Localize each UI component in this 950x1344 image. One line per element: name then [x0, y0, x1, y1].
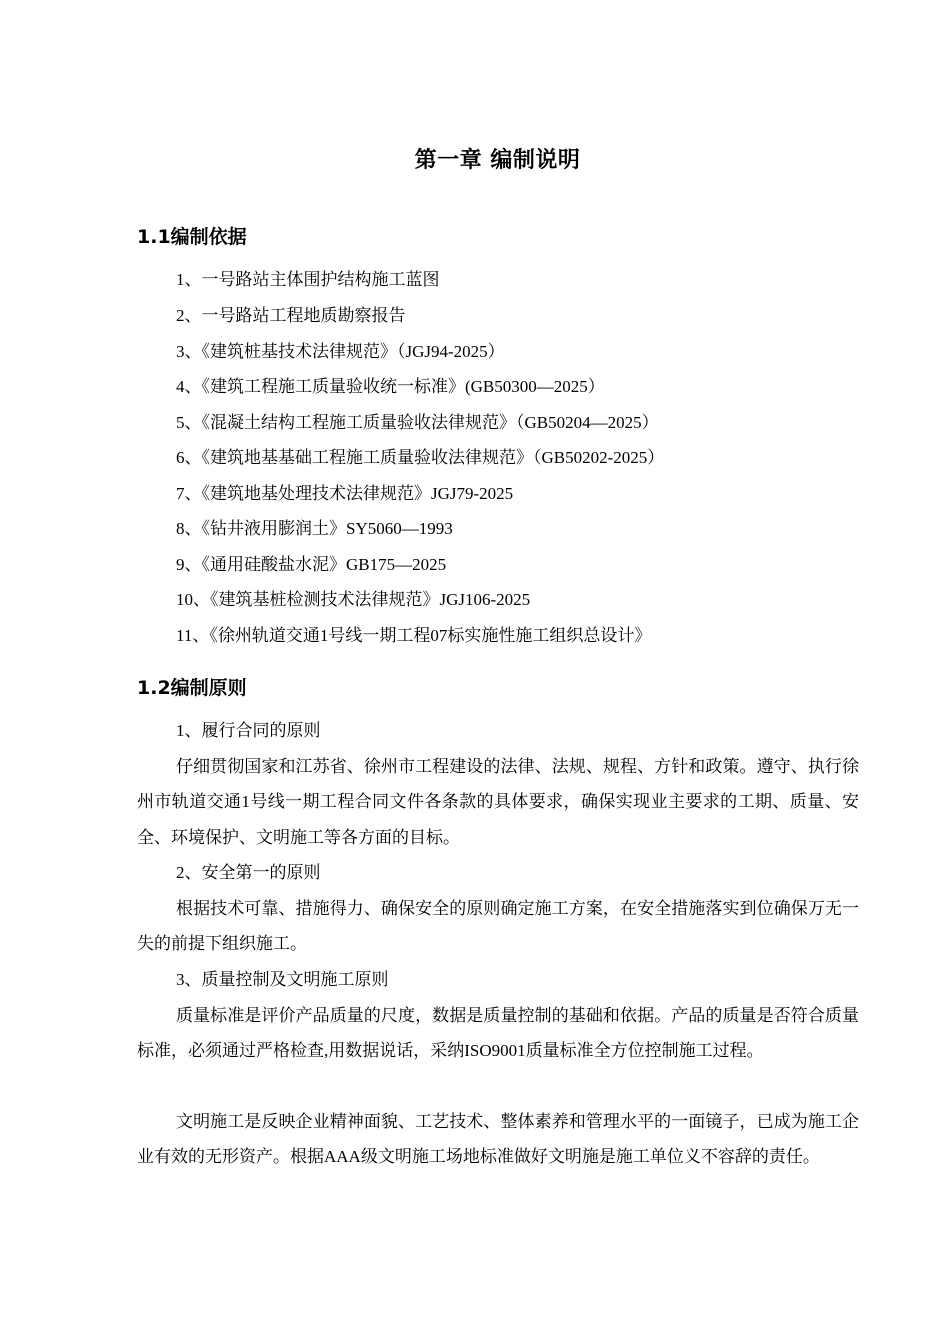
basis-item-3: 3、《建筑桩基技术法律规范》（JGJ94-2025） [176, 342, 505, 361]
basis-item-6: 6、《建筑地基基础工程施工质量验收法律规范》（GB50202-2025） [176, 448, 665, 467]
basis-item-5: 5、《混凝土结构工程施工质量验收法律规范》（GB50204—2025） [176, 413, 659, 432]
principle-3-body-civilized: 文明施工是反映企业精神面貌、工艺技术、整体素养和管理水平的一面镜子，已成为施工企业有效的无形资产。根据AAA级文明施工场地标准做好文明施是施工单位义不容辞的责任。 [137, 1112, 859, 1167]
basis-item-10: 10、《建筑基桩检测技术法律规范》JGJ106-2025 [176, 590, 531, 609]
section-heading-basis: 1.1编制依据 [137, 226, 247, 248]
principle-3-body-quality: 质量标准是评价产品质量的尺度，数据是质量控制的基础和依据。产品的质量是否符合质量标准，必须通过严格检查,用数据说话，采纳ISO9001质量标准全方位控制施工过程。 [137, 1006, 859, 1061]
basis-item-4: 4、《建筑工程施工质量验收统一标准》(GB50300—2025） [176, 377, 605, 396]
principle-3-title: 3、质量控制及文明施工原则 [176, 970, 389, 989]
basis-item-7: 7、《建筑地基处理技术法律规范》JGJ79-2025 [176, 484, 514, 503]
basis-item-2: 2、一号路站工程地质勘察报告 [176, 306, 406, 325]
principle-2-body: 根据技术可靠、措施得力、确保安全的原则确定施工方案，在安全措施落实到位确保万无一失的前提下组织施工。 [137, 899, 859, 954]
principle-1-body: 仔细贯彻国家和江苏省、徐州市工程建设的法律、法规、规程、方针和政策。遵守、执行徐州市轨道交通1号线一期工程合同文件各条款的具体要求，确保实现业主要求的工期、质量、安全、环境保护、文明施工等各方面的目标。 [137, 757, 859, 847]
section-heading-principles: 1.2编制原则 [137, 677, 247, 699]
basis-item-1: 1、一号路站主体围护结构施工蓝图 [176, 270, 440, 289]
chapter-title: 第一章 编制说明 [414, 148, 581, 173]
principle-1-title: 1、履行合同的原则 [176, 721, 321, 740]
principle-2-title: 2、安全第一的原则 [176, 863, 321, 882]
basis-item-8: 8、《钻井液用膨润土》SY5060—1993 [176, 519, 453, 538]
basis-item-9: 9、《通用硅酸盐水泥》GB175—2025 [176, 555, 447, 574]
basis-item-11: 11、《徐州轨道交通1号线一期工程07标实施性施工组织总设计》 [176, 626, 652, 645]
